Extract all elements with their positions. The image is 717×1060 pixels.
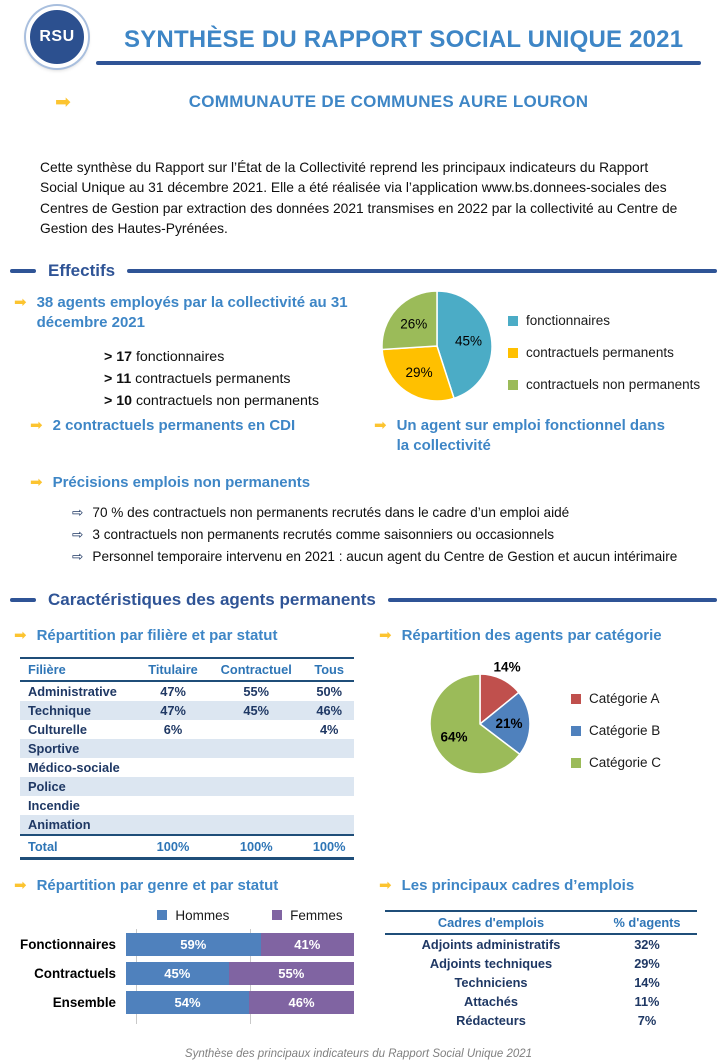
- column-header: % d'agents: [597, 911, 697, 934]
- legend-label: Hommes: [175, 907, 230, 923]
- genre-bar-chart: [14, 933, 365, 1014]
- cadres-table: [385, 910, 697, 1030]
- genre-bar-row: [14, 933, 365, 956]
- effectifs-bullet: [104, 390, 360, 412]
- table-cell: Techniciens: [454, 974, 528, 990]
- genre-title-row: [14, 876, 365, 896]
- legend-swatch: [157, 910, 167, 920]
- filiere-title: Répartition par filière et par statut: [36, 626, 278, 644]
- table-cell: [138, 815, 208, 835]
- page-header: [0, 0, 717, 126]
- table-cell: [304, 739, 354, 758]
- legend-swatch: [571, 694, 581, 704]
- table-cell: Culturelle: [28, 722, 88, 738]
- filiere-table-foot: [20, 835, 354, 859]
- collectivity-name: COMMUNAUTE DE COMMUNES AURE LOURON: [188, 92, 589, 111]
- section-rule: [127, 269, 717, 273]
- column-header: Filière: [20, 658, 138, 681]
- table-row: [385, 934, 697, 954]
- filiere-column: [0, 626, 365, 861]
- legend-swatch: [272, 910, 282, 920]
- cadres-title-row: [379, 876, 717, 896]
- bullet-number: > 11: [104, 371, 136, 388]
- table-cell: Adjoints administratifs: [421, 936, 561, 952]
- table-cell: [304, 796, 354, 815]
- table-cell: 45%: [243, 703, 270, 719]
- arrow-right-icon: ➡: [14, 876, 27, 895]
- arrow-right-icon: ➡: [30, 473, 43, 492]
- table-cell: 4%: [319, 722, 339, 738]
- table-row: [385, 992, 697, 1011]
- repartition-par-categorie-svg: [405, 649, 555, 799]
- precision-item: [72, 546, 717, 568]
- table-cell: 11%: [634, 993, 660, 1009]
- filiere-title-row: [14, 626, 365, 646]
- cadres-table-body: [385, 934, 697, 1030]
- genre-title: Répartition par genre et par statut: [36, 877, 279, 895]
- table-total-row: [20, 835, 354, 859]
- bar-segment-hommes: 45%: [126, 962, 229, 985]
- column-header: Tous: [304, 658, 354, 681]
- legend-item: [508, 345, 700, 360]
- table-row: [20, 758, 354, 777]
- genre-column: [0, 876, 365, 1030]
- categorie-column: [365, 626, 717, 861]
- page-title: SYNTHÈSE DU RAPPORT SOCIAL UNIQUE 2021: [124, 26, 684, 53]
- table-row: [20, 777, 354, 796]
- table-row: [385, 1011, 697, 1030]
- legend-swatch: [571, 726, 581, 736]
- arrow-right-icon: ➡: [14, 625, 27, 644]
- table-cell: Attachés: [463, 993, 519, 1009]
- carac-row-1: [0, 626, 717, 861]
- table-cell: Technique: [28, 703, 92, 719]
- arrow-right-icon: ➡: [379, 625, 392, 644]
- precision-item: [72, 502, 717, 524]
- bar-category-label: Fonctionnaires: [20, 936, 116, 952]
- precision-text: 70 % des contractuels non permanents recrutés dans le cadre d’un emploi aidé: [92, 504, 570, 520]
- precisions-title: Précisions emplois non permanents: [52, 474, 311, 492]
- legend-item: [272, 908, 343, 923]
- bullet-label: fonctionnaires: [135, 349, 225, 366]
- table-header-row: [20, 658, 354, 681]
- section-header-effectifs: [10, 261, 717, 281]
- bar-segment-femmes: 41%: [261, 933, 354, 956]
- table-cell: [138, 777, 208, 796]
- section-dash: [10, 598, 36, 602]
- table-cell: 55%: [243, 684, 270, 700]
- column-header: Contractuel: [208, 658, 304, 681]
- categorie-chart-block: [379, 649, 717, 804]
- pie-data-label: 29%: [405, 365, 433, 381]
- precision-text: Personnel temporaire intervenu en 2021 : aucun agent du Centre de Gestion et aucun intérimaire: [92, 548, 678, 564]
- table-cell: Médico-sociale: [28, 760, 120, 776]
- bullet-label: contractuels permanents: [135, 371, 291, 388]
- title-underline: [96, 61, 701, 65]
- total-cell: Total: [20, 835, 138, 859]
- cadres-table-head: [385, 911, 697, 934]
- effectifs-par-statut-svg: [376, 285, 498, 407]
- precisions-block: [0, 473, 717, 568]
- effectifs-bullet: [104, 368, 360, 390]
- pie-data-label: 45%: [454, 333, 483, 349]
- table-header-row: [385, 911, 697, 934]
- pie-data-label: 21%: [495, 716, 523, 732]
- categorie-title-row: [379, 626, 717, 646]
- table-cell: [208, 796, 304, 815]
- cadres-title: Les principaux cadres d’emplois: [401, 877, 635, 895]
- effectifs-right-column: [360, 285, 717, 412]
- table-cell: [208, 739, 304, 758]
- cdi-note: 2 contractuels permanents en CDI: [52, 417, 296, 435]
- total-cell: 100%: [138, 835, 208, 859]
- table-cell: Rédacteurs: [456, 1012, 526, 1028]
- pie-data-label: 64%: [440, 729, 468, 745]
- statut-pie-chart: [376, 285, 498, 412]
- arrow-outline-icon: ⇨: [72, 504, 84, 521]
- section-dash: [10, 269, 36, 273]
- table-row: [20, 815, 354, 835]
- table-cell: [138, 758, 208, 777]
- table-cell: 47%: [160, 703, 186, 719]
- bar-track: [126, 962, 354, 985]
- arrow-right-icon: ➡: [14, 293, 27, 312]
- bullet-label: contractuels non permanents: [135, 393, 319, 410]
- table-row: [20, 681, 354, 701]
- notes-row: [0, 416, 717, 455]
- total-cell: 100%: [304, 835, 354, 859]
- cdi-note-block: [0, 416, 360, 455]
- rsu-badge: [26, 6, 88, 68]
- page-footer: Synthèse des principaux indicateurs du Rapport Social Unique 2021: [184, 1047, 533, 1060]
- column-header: Titulaire: [138, 658, 208, 681]
- precision-text: 3 contractuels non permanents recrutés comme saisonniers ou occasionnels: [92, 526, 555, 542]
- table-cell: Incendie: [28, 798, 80, 814]
- effectifs-headline-row: [14, 293, 360, 332]
- cadres-column: [365, 876, 717, 1030]
- legend-swatch: [571, 758, 581, 768]
- arrow-right-icon: ➡: [374, 416, 387, 435]
- legend-label: Catégorie B: [589, 723, 661, 739]
- bar-track: [126, 991, 354, 1014]
- table-row: [20, 720, 354, 739]
- bar-segment-hommes: 54%: [126, 991, 249, 1014]
- section-header-caracteristiques: [10, 590, 717, 610]
- table-row: [20, 796, 354, 815]
- bullet-number: > 17: [104, 349, 136, 366]
- effectifs-left-column: [0, 293, 360, 412]
- table-cell: 29%: [634, 955, 660, 971]
- table-cell: 6%: [163, 722, 183, 738]
- table-cell: 14%: [634, 974, 660, 990]
- filiere-table: [20, 657, 354, 860]
- table-cell: 50%: [316, 684, 342, 700]
- filiere-table-head: [20, 658, 354, 681]
- arrow-right-icon: ➡: [379, 876, 392, 895]
- legend-label: fonctionnaires: [526, 313, 611, 329]
- subtitle-row: [0, 92, 717, 116]
- filiere-table-body: [20, 681, 354, 835]
- arrow-right-icon: ➡: [30, 416, 43, 435]
- section-title-caracteristiques: Caractéristiques des agents permanents: [48, 589, 376, 609]
- pie-data-label: 14%: [493, 659, 521, 675]
- table-cell: 32%: [634, 936, 660, 952]
- bar-category-label: Contractuels: [34, 965, 116, 981]
- genre-bar-row: [14, 991, 365, 1014]
- pie-data-label: 26%: [400, 316, 428, 332]
- legend-label: Catégorie A: [589, 691, 660, 707]
- legend-item: [571, 723, 661, 738]
- bar-category-label: Ensemble: [52, 994, 116, 1010]
- legend-label: contractuels non permanents: [526, 377, 701, 393]
- arrow-outline-icon: ⇨: [72, 548, 84, 565]
- table-cell: 47%: [160, 684, 186, 700]
- table-cell: Police: [28, 779, 66, 795]
- legend-item: [508, 313, 700, 328]
- table-row: [385, 973, 697, 992]
- fonctionnel-note-block: [360, 416, 717, 455]
- genre-bar-legend: [136, 908, 364, 923]
- legend-item: [157, 908, 229, 923]
- table-row: [20, 701, 354, 720]
- fonctionnel-note: Un agent sur emploi fonctionnel dans la collectivité: [396, 417, 665, 454]
- table-cell: [138, 796, 208, 815]
- legend-swatch: [508, 316, 518, 326]
- legend-item: [571, 691, 661, 706]
- table-row: [20, 739, 354, 758]
- table-cell: 7%: [637, 1012, 657, 1028]
- table-cell: Administrative: [28, 684, 117, 700]
- table-cell: [138, 739, 208, 758]
- table-cell: [208, 758, 304, 777]
- legend-swatch: [508, 348, 518, 358]
- arrow-outline-icon: ⇨: [72, 526, 84, 543]
- bar-segment-hommes: 59%: [126, 933, 261, 956]
- table-cell: 46%: [316, 703, 342, 719]
- table-cell: Adjoints techniques: [429, 955, 553, 971]
- categorie-pie-legend: [571, 691, 661, 804]
- bar-track: [126, 933, 354, 956]
- table-cell: [304, 777, 354, 796]
- table-cell: Sportive: [28, 741, 80, 757]
- cdi-note-row: [30, 416, 360, 436]
- effectifs-bullet-list: [104, 346, 360, 412]
- precision-item: [72, 524, 717, 546]
- total-cell: 100%: [208, 835, 304, 859]
- table-cell: [208, 720, 304, 739]
- bullet-number: > 10: [104, 393, 136, 410]
- legend-label: Catégorie C: [589, 755, 662, 771]
- section-title-effectifs: Effectifs: [48, 261, 116, 281]
- precisions-title-row: [30, 473, 717, 493]
- fonctionnel-note-row: [374, 416, 677, 455]
- effectifs-headline: 38 agents employés par la collectivité au 31 décembre 2021: [36, 294, 348, 331]
- rsu-badge-label: RSU: [39, 28, 75, 45]
- legend-item: [508, 377, 700, 392]
- legend-swatch: [508, 380, 518, 390]
- carac-row-2: [0, 876, 717, 1030]
- genre-bar-row: [14, 962, 365, 985]
- effectifs-bullet: [104, 346, 360, 368]
- table-cell: [304, 815, 354, 835]
- legend-label: contractuels permanents: [526, 345, 674, 361]
- statut-pie-legend: [508, 313, 700, 409]
- table-cell: [304, 758, 354, 777]
- legend-label: Femmes: [290, 907, 343, 923]
- table-cell: [208, 777, 304, 796]
- precisions-list: [72, 502, 717, 568]
- column-header: Cadres d'emplois: [385, 911, 597, 934]
- intro-paragraph: Cette synthèse du Rapport sur l’État de la Collectivité reprend les principaux indicateurs du Rapport Social Unique au 31 décembre 2021. Elle a été réalisée via l’application www.bs.donnees-sociales des Centres de Gestion par extraction des données 2021 transmises en 2022 par la collectivité au Centre de Gestion des Hautes-Pyrénées.: [40, 160, 678, 236]
- bar-segment-femmes: 55%: [229, 962, 354, 985]
- categorie-pie-chart: [405, 649, 555, 804]
- table-cell: [208, 815, 304, 835]
- arrow-right-icon: ➡: [55, 91, 71, 113]
- categorie-title: Répartition des agents par catégorie: [401, 626, 662, 644]
- table-cell: Animation: [28, 817, 91, 833]
- legend-item: [571, 755, 661, 770]
- section-rule: [388, 598, 717, 602]
- bar-segment-femmes: 46%: [249, 991, 354, 1014]
- effectifs-content: [0, 293, 717, 412]
